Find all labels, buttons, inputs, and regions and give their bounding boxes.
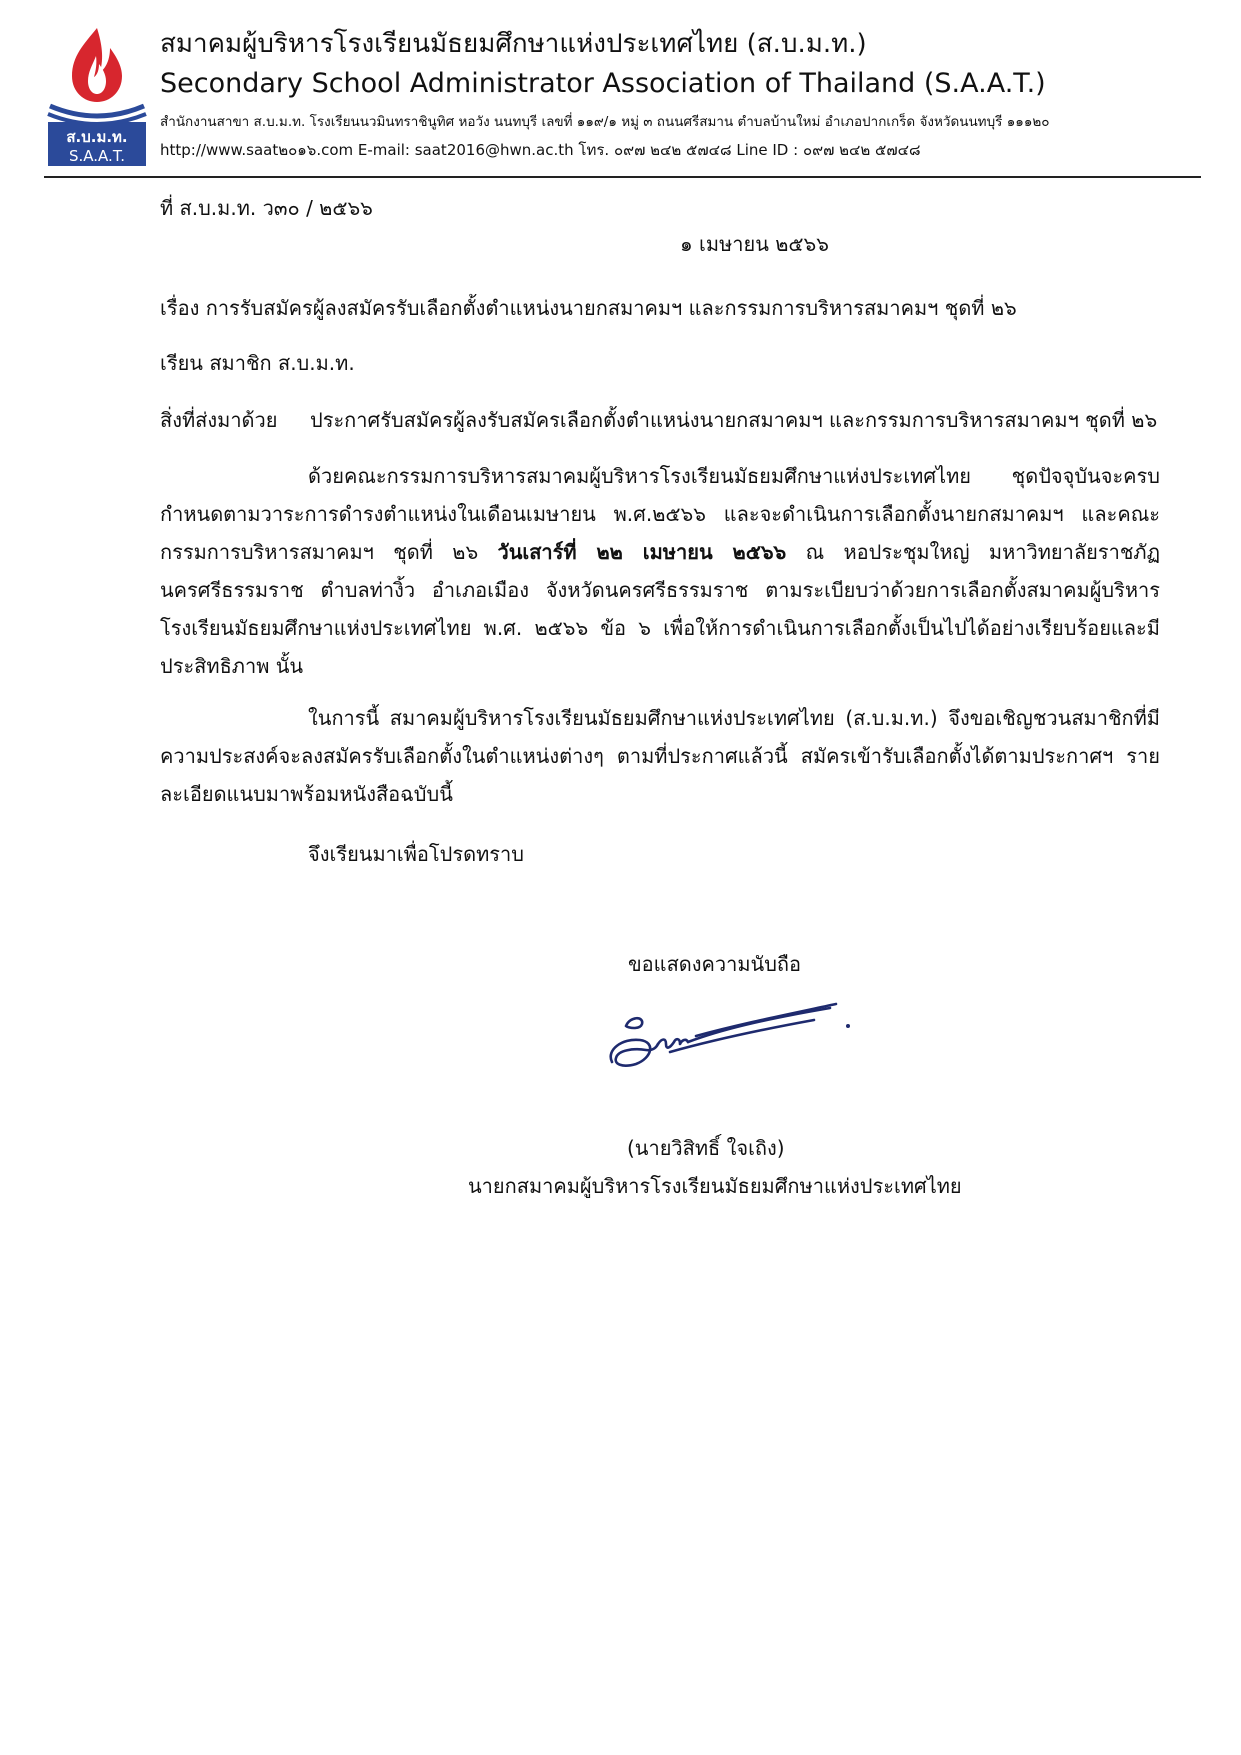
org-name-thai: สมาคมผู้บริหารโรงเรียนมัธยมศึกษาแห่งประเทศไทย (ส.บ.ม.ท.) [160,29,867,59]
org-name-english: Secondary School Administrator Association of Thailand (S.A.A.T.) [160,68,1046,99]
enclosure-label: สิ่งที่ส่งมาด้วย [160,408,278,432]
subject-line: เรื่อง การรับสมัครผู้ลงสมัครรับเลือกตั้งตำแหน่งนายกสมาคมฯ และกรรมการบริหารสมาคมฯ ชุดที่ ๒๖ [160,296,1017,320]
closing-line: จึงเรียนมาเพื่อโปรดทราบ [308,842,524,866]
body-paragraph-1 [160,457,1160,685]
association-logo [44,26,150,166]
header-divider [44,176,1201,178]
contact-info: http://www.saat๒๐๑๖.com E-mail: saat2016@hwn.ac.th โทร. ๐๙๗ ๒๔๒ ๕๗๔๘ Line ID : ๐๙๗ ๒๔๒ ๕๗๔๘ [160,141,921,159]
enclosure-text: ประกาศรับสมัครผู้ลงรับสมัครเลือกตั้งตำแหน่งนายกสมาคมฯ และกรรมการบริหารสมาคมฯ ชุดที่ ๒๖ [310,408,1158,432]
body-paragraph-2 [160,699,1160,813]
paragraph1-text-b: ณ หอประชุมใหญ่ มหาวิทยาลัยราชภัฏนครศรีธรรมราช ตำบลท่างิ้ว อำเภอเมือง จังหวัดนครศรีธรรมราช ตามระเบียบว่าด้วยการเลือกตั้งสมาคมผู้บริหารโรงเรียนมัธยมศึกษาแห่งประเทศไทย พ.ศ. ๒๕๖๖ ข้อ ๖ เพื่อให้การดำเนินการเลือกตั้งเป็นไปได้อย่างเรียบร้อยและมีประสิทธิภาพ นั้น [160,540,1161,678]
logo-text-eng: S.A.A.T. [69,147,125,165]
paragraph1-text-a: ด้วยคณะกรรมการบริหารสมาคมผู้บริหารโรงเรียนมัธยมศึกษาแห่งประเทศไทย ชุดปัจจุบันจะครบกำหนดตามวาระการดำรงตำแหน่งในเดือนเมษายน พ.ศ.๒๕๖๖ และจะดำเนินการเลือกตั้งนายกสมาคมฯ และคณะกรรมการบริหารสมาคมฯ ชุดที่ ๒๖ [160,464,1160,564]
salutation: เรียน สมาชิก ส.บ.ม.ท. [160,351,355,375]
handwritten-signature [600,990,870,1100]
letterhead [160,26,1200,160]
office-address: สำนักงานสาขา ส.บ.ม.ท. โรงเรียนนวมินทราชินูทิศ หอวัง นนทบุรี เลขที่ ๑๑๙/๑ หมู่ ๓ ถนนศรีสมาน ตำบลบ้านใหม่ อำเภอปากเกร็ด จังหวัดนนทบุรี ๑๑๑๒๐ [160,114,1050,130]
logo-text-thai: ส.บ.ม.ท. [66,128,128,146]
election-date: วันเสาร์ที่ ๒๒ เมษายน ๒๕๖๖ [497,540,787,564]
reference-number: ที่ ส.บ.ม.ท. ว๓๐ / ๒๕๖๖ [160,196,373,220]
signer-name: (นายวิสิทธิ์ ใจเถิง) [627,1136,785,1160]
enclosure-line [160,406,1157,434]
paragraph2-text: ในการนี้ สมาคมผู้บริหารโรงเรียนมัธยมศึกษาแห่งประเทศไทย (ส.บ.ม.ท.) จึงขอเชิญชวนสมาชิกที่มีความประสงค์จะลงสมัครรับเลือกตั้งในตำแหน่งต่างๆ ตามที่ประกาศแล้วนี้ สมัครเข้ารับเลือกตั้งได้ตามประกาศฯ รายละเอียดแนบมาพร้อมหนังสือฉบับนี้ [160,706,1160,806]
regards-line: ขอแสดงความนับถือ [628,952,802,976]
signer-title: นายกสมาคมผู้บริหารโรงเรียนมัธยมศึกษาแห่งประเทศไทย [468,1174,962,1198]
letter-date: ๑ เมษายน ๒๕๖๖ [680,232,829,256]
